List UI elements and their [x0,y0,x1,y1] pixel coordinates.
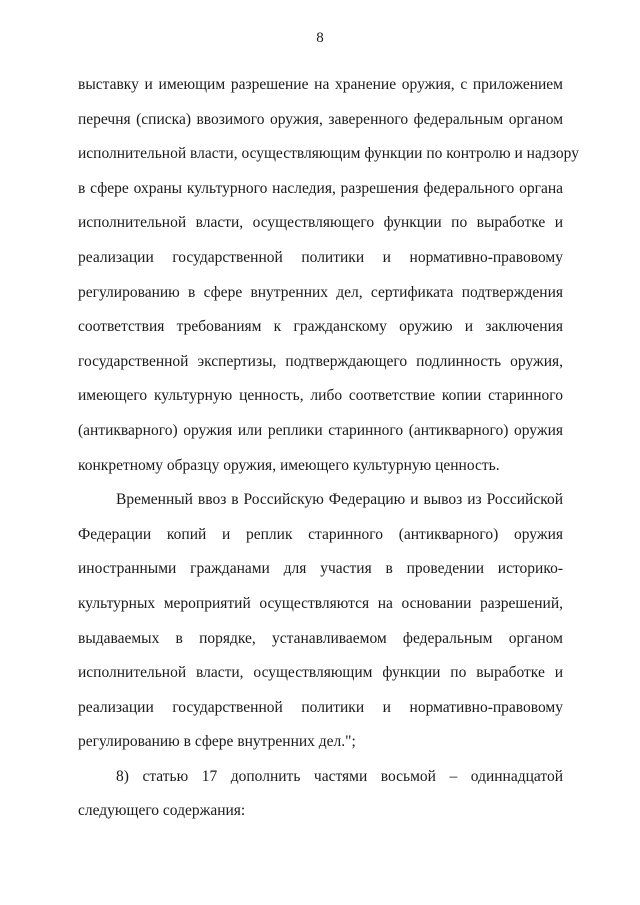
text-line: выставку и имеющим разрешение на хранение оружия, с приложением [78,76,563,93]
text-line: конкретному образцу оружия, имеющего культурную ценность. [78,456,500,474]
text-line: выдаваемых в порядке, устанавливаемом федеральным органом [78,629,563,647]
text-line: реализации государственной политики и нормативно-правовому [78,698,563,716]
text-line: соответствия требованиям к гражданскому оружию и заключения [78,318,563,336]
text-line: перечня (списка) ввозимого оружия, заверенного федеральным органом [78,110,563,128]
paragraph-1 [78,68,579,483]
text-line: (антикварного) оружия или реплики старинного (антикварного) оружия [78,421,563,439]
page-number: 8 [316,30,324,46]
text-line: регулированию в сфере внутренних дел."; [78,733,356,751]
text-line: государственной экспертизы, подтверждающего подлинность оружия, [78,352,563,370]
paragraph-2 [78,483,563,760]
text-line: исполнительной власти, осуществляющим функции по выработке и [78,664,563,682]
paragraph-3 [78,760,563,829]
document-body [78,68,579,829]
text-line: реализации государственной политики и нормативно-правовому [78,248,563,266]
text-line: регулированию в сфере внутренних дел, сертификата подтверждения [78,283,563,301]
text-line: имеющего культурную ценность, либо соответствие копии старинного [78,387,563,405]
text-line: 8) статью 17 дополнить частями восьмой – одиннадцатой [116,767,563,785]
text-line: культурных мероприятий осуществляются на основании разрешений, [78,594,563,612]
text-line: Федерации копий и реплик старинного (антикварного) оружия [78,525,563,543]
text-line: в сфере охраны культурного наследия, разрешения федерального органа [78,179,563,197]
text-line: Временный ввоз в Российскую Федерацию и вывоз из Российской [116,491,563,509]
text-line: исполнительной власти, осуществляющим функции по контролю и надзору [78,145,579,163]
text-line: следующего содержания: [78,802,246,820]
text-line: иностранными гражданами для участия в проведении историко- [78,560,563,578]
text-line: исполнительной власти, осуществляющего функции по выработке и [78,214,563,232]
